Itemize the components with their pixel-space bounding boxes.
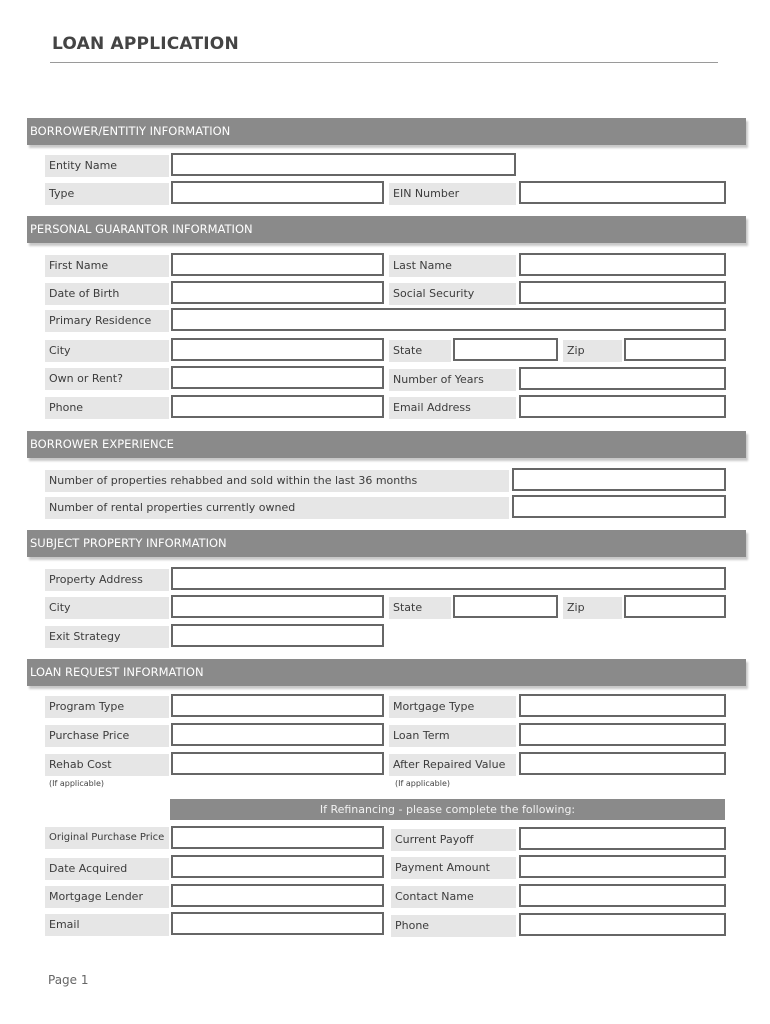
- ssn-field[interactable]: [519, 281, 726, 304]
- page-title: LOAN APPLICATION: [52, 34, 239, 54]
- email-address-field[interactable]: [519, 395, 726, 418]
- property-state-label: State: [389, 597, 451, 619]
- rehab-cost-note: (If applicable): [49, 779, 104, 788]
- purchase-price-field[interactable]: [171, 723, 384, 746]
- type-label: Type: [45, 183, 169, 205]
- property-address-field[interactable]: [171, 567, 726, 590]
- mortgage-type-label: Mortgage Type: [389, 696, 516, 718]
- property-zip-label: Zip: [563, 597, 622, 619]
- number-of-years-label: Number of Years: [389, 369, 516, 391]
- exit-strategy-field[interactable]: [171, 624, 384, 647]
- mortgage-lender-label: Mortgage Lender: [45, 886, 169, 908]
- date-acquired-label: Date Acquired: [45, 858, 169, 880]
- own-or-rent-label: Own or Rent?: [45, 368, 169, 390]
- program-type-field[interactable]: [171, 694, 384, 717]
- first-name-field[interactable]: [171, 253, 384, 276]
- lender-email-field[interactable]: [171, 912, 384, 935]
- guarantor-phone-label: Phone: [45, 397, 169, 419]
- rental-properties-label: Number of rental properties currently owned: [45, 497, 509, 519]
- loan-term-field[interactable]: [519, 723, 726, 746]
- primary-residence-label: Primary Residence: [45, 310, 169, 332]
- email-address-label: Email Address: [389, 397, 516, 419]
- type-field[interactable]: [171, 181, 384, 204]
- original-purchase-price-label: Original Purchase Price: [45, 827, 169, 849]
- first-name-label: First Name: [45, 255, 169, 277]
- property-address-label: Property Address: [45, 569, 169, 591]
- properties-rehabbed-field[interactable]: [512, 468, 726, 491]
- payment-amount-label: Payment Amount: [391, 857, 516, 879]
- title-rule: [50, 62, 718, 63]
- date-of-birth-label: Date of Birth: [45, 283, 169, 305]
- rehab-cost-label: Rehab Cost: [45, 754, 169, 776]
- properties-rehabbed-label: Number of properties rehabbed and sold within the last 36 months: [45, 470, 509, 492]
- guarantor-state-label: State: [389, 340, 451, 362]
- guarantor-state-field[interactable]: [453, 338, 558, 361]
- own-or-rent-field[interactable]: [171, 366, 384, 389]
- lender-email-label: Email: [45, 914, 169, 936]
- ein-number-field[interactable]: [519, 181, 726, 204]
- guarantor-city-label: City: [45, 340, 169, 362]
- last-name-field[interactable]: [519, 253, 726, 276]
- last-name-label: Last Name: [389, 255, 516, 277]
- property-zip-field[interactable]: [624, 595, 726, 618]
- section-borrower-experience: BORROWER EXPERIENCE: [27, 431, 746, 458]
- lender-phone-label: Phone: [391, 915, 516, 937]
- property-city-field[interactable]: [171, 595, 384, 618]
- date-of-birth-field[interactable]: [171, 281, 384, 304]
- after-repaired-value-field[interactable]: [519, 752, 726, 775]
- exit-strategy-label: Exit Strategy: [45, 626, 169, 648]
- program-type-label: Program Type: [45, 696, 169, 718]
- current-payoff-field[interactable]: [519, 827, 726, 850]
- ein-number-label: EIN Number: [389, 183, 516, 205]
- date-acquired-field[interactable]: [171, 855, 384, 878]
- current-payoff-label: Current Payoff: [391, 829, 516, 851]
- mortgage-type-field[interactable]: [519, 694, 726, 717]
- mortgage-lender-field[interactable]: [171, 884, 384, 907]
- payment-amount-field[interactable]: [519, 855, 726, 878]
- loan-term-label: Loan Term: [389, 725, 516, 747]
- rehab-cost-field[interactable]: [171, 752, 384, 775]
- primary-residence-field[interactable]: [171, 308, 726, 331]
- section-borrower-entity: BORROWER/ENTITIY INFORMATION: [27, 118, 746, 145]
- guarantor-zip-field[interactable]: [624, 338, 726, 361]
- refinancing-subheader: If Refinancing - please complete the following:: [170, 799, 725, 820]
- property-city-label: City: [45, 597, 169, 619]
- lender-phone-field[interactable]: [519, 913, 726, 936]
- guarantor-phone-field[interactable]: [171, 395, 384, 418]
- section-personal-guarantor: PERSONAL GUARANTOR INFORMATION: [27, 216, 746, 243]
- entity-name-field[interactable]: [171, 153, 516, 176]
- guarantor-city-field[interactable]: [171, 338, 384, 361]
- property-state-field[interactable]: [453, 595, 558, 618]
- number-of-years-field[interactable]: [519, 367, 726, 390]
- contact-name-label: Contact Name: [391, 886, 516, 908]
- page-number: Page 1: [48, 973, 89, 987]
- after-repaired-value-label: After Repaired Value: [389, 754, 516, 776]
- guarantor-zip-label: Zip: [563, 340, 622, 362]
- purchase-price-label: Purchase Price: [45, 725, 169, 747]
- rental-properties-field[interactable]: [512, 495, 726, 518]
- entity-name-label: Entity Name: [45, 155, 169, 177]
- ssn-label: Social Security: [389, 283, 516, 305]
- contact-name-field[interactable]: [519, 884, 726, 907]
- section-loan-request: LOAN REQUEST INFORMATION: [27, 659, 746, 686]
- section-subject-property: SUBJECT PROPERTY INFORMATION: [27, 530, 746, 557]
- arv-note: (If applicable): [395, 779, 450, 788]
- original-purchase-price-field[interactable]: [171, 826, 384, 849]
